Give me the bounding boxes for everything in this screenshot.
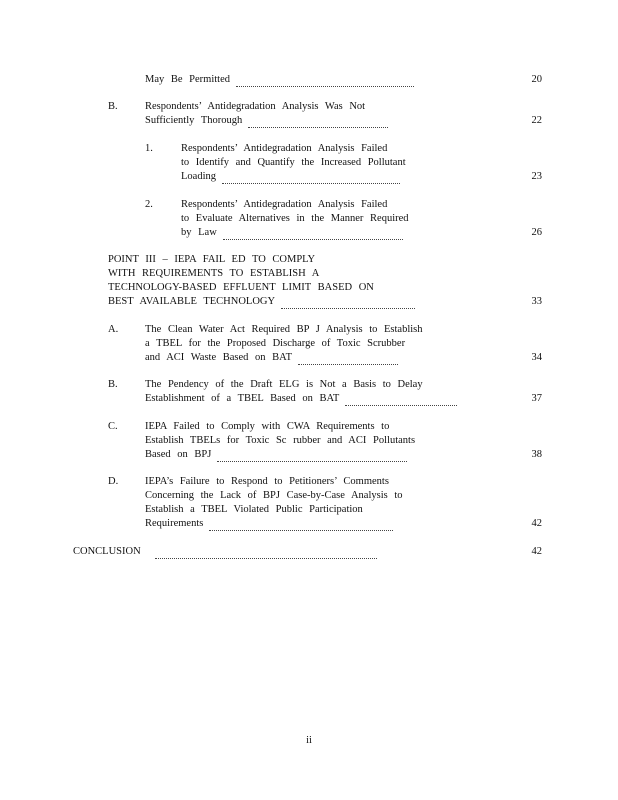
toc-entry-title: Requirements [145,518,204,529]
toc-entry-title: IEPA Failed to Comply with CWA Requirements to [145,421,390,432]
toc-entry-label: B. [108,101,118,112]
toc-page-number: 42 [531,546,542,557]
toc-entry-label: C. [108,421,118,432]
toc-entry-title: The Pendency of the Draft ELG is Not a Basis to Delay [145,379,423,390]
dot-leader [248,118,388,128]
toc-entry-title: Establishment of a TBEL Based on BAT [145,393,340,404]
toc-entry-title: Based on BPJ [145,449,212,460]
toc-entry-title: Respondents’ Antidegradation Analysis Was Not [145,101,366,112]
dot-leader [223,230,403,240]
toc-entry-title: a TBEL for the Proposed Discharge of Toxic Scrubber [145,338,406,349]
toc-page-number: 42 [531,518,542,529]
dot-leader [281,299,415,309]
toc-entry-label: B. [108,379,118,390]
toc-entry-label: 2. [145,199,153,210]
toc-entry-title: POINT III – IEPA FAIL ED TO COMPLY [108,254,316,265]
toc-entry-label: A. [108,324,119,335]
toc-entry-title: Loading [181,171,216,182]
dot-leader [236,77,414,87]
toc-page-number: 22 [531,115,542,126]
page-footer-number: ii [306,735,312,746]
toc-page-number: 38 [531,449,542,460]
toc-page-number: 37 [531,393,542,404]
toc-page-number: 20 [531,74,542,85]
dot-leader [345,396,457,406]
toc-entry-title: CONCLUSION [73,546,141,557]
toc-entry-title: Concerning the Lack of BPJ Case-by-Case Analysis to [145,490,403,501]
toc-page-number: 23 [531,171,542,182]
toc-entry-title: TECHNOLOGY-BASED EFFLUENT LIMIT BASED ON [108,282,374,293]
toc-entry-title: BEST AVAILABLE TECHNOLOGY [108,296,276,307]
toc-entry-title: to Identify and Quantify the Increased Pollutant [181,157,406,168]
toc-entry-title: Establish a TBEL Violated Public Participation [145,504,363,515]
dot-leader [222,174,400,184]
toc-entry-title: Establish TBELs for Toxic Sc rubber and ACI Pollutants [145,435,416,446]
toc-entry-title: IEPA’s Failure to Respond to Petitioners’ Comments [145,476,389,487]
toc-entry-label: D. [108,476,119,487]
toc-entry-title: The Clean Water Act Required BP J Analysis to Establish [145,324,423,335]
dot-leader [155,549,377,559]
dot-leader [209,521,393,531]
toc-page-number: 33 [531,296,542,307]
toc-page-number: 26 [531,227,542,238]
toc-entry-title: and ACI Waste Based on BAT [145,352,292,363]
dot-leader [298,355,398,365]
toc-entry-title: Respondents’ Antidegradation Analysis Failed [181,143,388,154]
toc-entry-title: Respondents’ Antidegradation Analysis Failed [181,199,388,210]
toc-entry-title: by Law [181,227,217,238]
toc-entry-title: May Be Permitted [145,74,230,85]
toc-entry-label: 1. [145,143,153,154]
toc-entry-title: Sufficiently Thorough [145,115,243,126]
toc-entry-title: to Evaluate Alternatives in the Manner Required [181,213,409,224]
toc-page-number: 34 [531,352,542,363]
dot-leader [217,452,407,462]
toc-entry-title: WITH REQUIREMENTS TO ESTABLISH A [108,268,320,279]
